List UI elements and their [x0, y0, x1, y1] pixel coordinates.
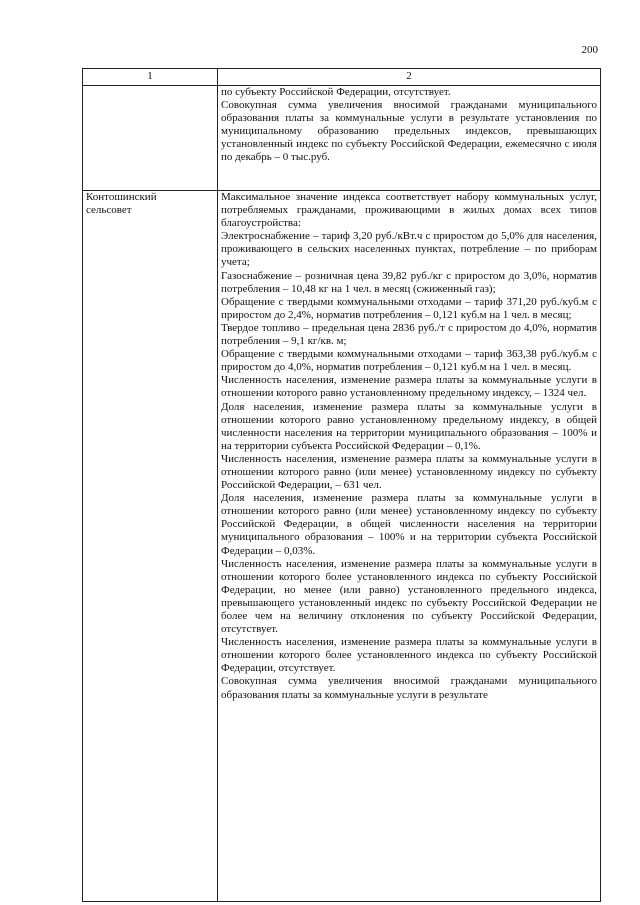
header-col-2: 2 — [218, 69, 601, 86]
paragraph: Совокупная сумма увеличения вносимой гражданами муниципального образования платы за коммунальные услуги в результате — [221, 675, 597, 701]
header-col-1: 1 — [83, 69, 218, 86]
municipality-cell: Контошинский сельсовет — [83, 191, 218, 902]
paragraph: Численность населения, изменение размера платы за коммунальные услуги в отношении которого более установленного индекса по субъекту Российской Федерации, отсутствует. — [221, 636, 597, 675]
table-row — [83, 191, 601, 902]
paragraph: Электроснабжение – тариф 3,20 руб./кВт.ч с приростом до 5,0% для населения, проживающего в сельских населенных пунктах, потребление – по приборам учета; — [221, 230, 597, 269]
paragraph: Обращение с твердыми коммунальными отходами – тариф 371,20 руб./куб.м с приростом до 2,4%, норматив потребления – 0,121 куб.м на 1 чел. в месяц; — [221, 295, 597, 321]
description-cell — [218, 86, 601, 191]
municipality-cell — [83, 86, 218, 191]
paragraph: Доля населения, изменение размера платы за коммунальные услуги в отношении которого равно (или менее) установленному индексу по субъекту Российской Федерации, в общей численности населения на территории муниципального образования – 100% и на территории субъекта Российской Федерации – 0,03%. — [221, 492, 597, 557]
page-number: 200 — [581, 44, 598, 56]
paragraph: Обращение с твердыми коммунальными отходами – тариф 363,38 руб./куб.м с приростом до 4,0%, норматив потребления – 0,121 куб.м на 1 чел. в месяц. — [221, 348, 597, 374]
paragraph: Численность населения, изменение размера платы за коммунальные услуги в отношении которого равно (или менее) установленному индексу по субъекту Российской Федерации, – 631 чел. — [221, 452, 597, 492]
paragraph: по субъекту Российской Федерации, отсутствует. — [221, 86, 451, 98]
table-row — [83, 86, 601, 191]
paragraph: Доля населения, изменение размера платы за коммунальные услуги в отношении которого равно установленному предельному индексу, в общей численности населения на территории муниципального образования – 100% и на территории субъекта Российской Федерации – 0,1%. — [221, 400, 597, 452]
paragraph: Газоснабжение – розничная цена 39,82 руб./кг с приростом до 3,0%, норматив потребления – 10,48 кг на 1 чел. в месяц (сжиженный газ); — [221, 269, 597, 295]
paragraph: Численность населения, изменение размера платы за коммунальные услуги в отношении которого более установленного индекса по субъекту Российской Федерации, но менее (или равно) установленного предельного индекса, превышающего установленный индекс по субъекту Российской Федерации не более чем на величину отклонения по субъекту Российской Федерации, отсутствует. — [221, 557, 597, 636]
paragraph: Максимальное значение индекса соответствует набору коммунальных услуг, потребляемых гражданами, проживающими в жилых домах всех типов благоустройства: — [221, 191, 597, 230]
header-row — [83, 69, 601, 86]
paragraph: Численность населения, изменение размера платы за коммунальные услуги в отношении которого равно установленному предельному индексу, – 1324 чел. — [221, 374, 597, 400]
paragraph: Твердое топливо – предельная цена 2836 руб./т с приростом до 4,0%, норматив потребления – 9,1 кг/кв. м; — [221, 321, 597, 348]
paragraph: Совокупная сумма увеличения вносимой гражданами муниципального образования платы за коммунальные услуги в результате установления по муниципальному образованию предельных индексов, превышающих установленный индекс по субъекту Российской Федерации, ежемесячно с июля по декабрь – 0 тыс.руб. — [221, 99, 597, 164]
tariff-table — [82, 68, 601, 902]
description-cell — [218, 191, 601, 902]
